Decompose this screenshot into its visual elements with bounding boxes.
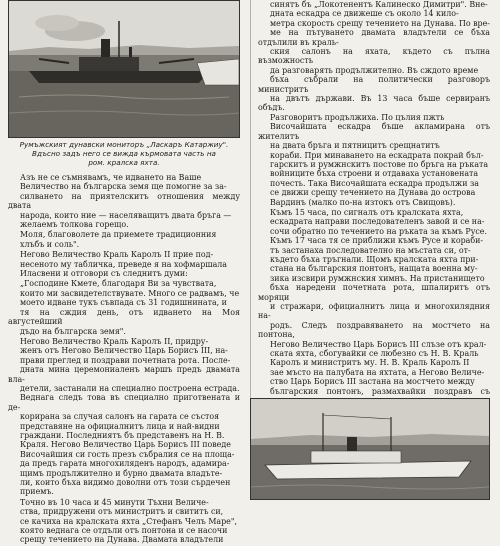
text-line: моето идване тукъ съвпада съ 31 годишнината, и (20, 298, 227, 308)
text-line: желаемъ толкова горещо. (20, 220, 129, 230)
text-line: тъ застанаха последователно на мъстата си, от- (270, 245, 471, 255)
text-line: стана на българския понтонъ, нащата военна му- (270, 264, 478, 274)
right-column (258, 0, 490, 444)
text-line: Негово Величество Царь Борисъ III слъзе отъ крал- (270, 339, 487, 349)
text-line: граждани. Последниятъ бъ представенъ на Н. В. (20, 430, 225, 440)
paragraph (8, 337, 240, 497)
text-line: Точно въ 10 часа и 45 минути Тъхни Величе- (20, 497, 209, 507)
text-line: срещу течението на Дунава. Двамата владътели (20, 535, 224, 545)
text-line: да разговарять продължително. Въ сждото време (270, 65, 479, 75)
paragraph (8, 498, 240, 545)
text-line: да предъ гарата многохиляденъ народъ, адамира- (20, 459, 230, 469)
left-column (8, 0, 240, 546)
text-line: женъ отъ Негово Величество Царь Борисъ III, на- (20, 346, 228, 356)
caption-line: Румъжският дунавски мониторъ „Ласкаръ Катаржиу". (19, 140, 229, 149)
text-line: Моля, благоволете да приемете традиционния (20, 230, 217, 240)
text-line: дната ескадра се движеше съ около 14 кило- (270, 9, 459, 19)
text-line: родъ. Следъ поздравяването на мостчето на понтона, (258, 320, 490, 340)
text-line: където бъха тръгнали. Щомъ кралската яхта при- (270, 254, 479, 264)
text-line: Височайшата ескадра бъше акламирана отъ жителитъ (258, 122, 490, 141)
text-line: Азъ не се съмнявамъ, че идването на Ваше (20, 173, 202, 182)
text-line: дната мина церемониаленъ маршъ предъ двамата вла- (8, 365, 240, 384)
text-line: Вардинъ (малко по-на изтокъ отъ Свищовъ). (270, 197, 456, 207)
text-line: Величество на българска земя ще помогне за за- (20, 182, 227, 192)
text-line: детели, застанали на специално построена естрада. (20, 383, 240, 393)
text-line: кораби. При минаването на ескадрата покрай бъл- (270, 150, 484, 160)
text-line: Иласвени и отговори съ следнитъ думи: (20, 269, 188, 279)
text-line: „Господине Кмете, благодаря Ви за чувствата, (20, 279, 217, 289)
text-line: народа, които ние — населяващитъ двата бръга — (20, 210, 232, 220)
text-line: приемъ. (20, 487, 54, 497)
caption-line: ром. кралска яхта. (88, 158, 160, 167)
text-line: и стражари, официалнитъ лица и многохилядния на- (258, 302, 490, 321)
caption-line: Вдъсно задъ него се вижда кърмовата часть на (32, 149, 216, 158)
text-line: ме на пътуването двамата владътели се бъха отдълили въ краль- (258, 28, 490, 47)
ship-illustration (9, 1, 239, 137)
text-line: която веднага се отдъли отъ понтона и се насочи (20, 526, 228, 536)
text-line: метра скорость срещу течението на Дунава. По вре- (270, 18, 490, 28)
paragraph (8, 230, 240, 249)
text-line: ли, които бъха видимо доволни отъ този сърдечен (20, 478, 231, 487)
text-line: корирана за случая салонъ на гарата се състоя (20, 412, 220, 422)
text-line: ства, придружени отъ министритъ и свититъ си, (20, 507, 224, 517)
text-line: на двата бръга и пятницитъ срещнатитъ (270, 141, 440, 151)
text-line: гарскитъ и румжнскитъ постове по бръга на ръката (270, 159, 489, 169)
text-line: почесть. Така Височайшата ескадра продължи за (270, 178, 479, 188)
text-line: българския понтонъ, размахвайки поздравъ съ (270, 386, 490, 396)
photo-monitor-ship (8, 0, 240, 138)
text-line: представяне на официалнитъ лица и най-видни (20, 421, 220, 431)
text-line: Височайшия си гость презъ събралия се на площа- (20, 449, 235, 459)
text-line: ескадрата направи последователенъ завой и се на- (270, 217, 485, 227)
text-line: тя на сждия день, отъ идването на Моя августейший (8, 307, 240, 327)
text-line: дъдо на българска земя". (20, 326, 126, 336)
text-line: щимъ продължително и бурно двамата владъте- (20, 468, 223, 478)
text-line: несеното му табличка, преведе я на хофмаршала (20, 259, 228, 269)
text-line: ство Царь Борисъ III застана на мостчето между (270, 377, 475, 387)
text-line: ската яхта, сбогувайки се любезно съ Н. В. Краль (270, 349, 479, 359)
text-line: хлъбъ и соль". (20, 239, 80, 249)
text-line: на двътъ държави. Въ 13 часа бъше сервиранъ объдъ. (258, 94, 490, 113)
text-line: Краля. Негово Величество Царь Борисъ III поведе (20, 440, 231, 450)
text-line: Къмъ 17 часа тя се приближи къмъ Русе и кораби- (270, 236, 484, 246)
text-line: прави преглед и поздрави почетната рота. После- (20, 355, 231, 365)
text-line: зика изсвири румжнския химнъ. На пристанището (270, 273, 485, 283)
text-line: зае мъсто на палубата на яхтата, а Негово Величе- (270, 367, 485, 377)
text-line: Къмъ 15 часа, по сигналъ отъ кралската яхта, (270, 207, 464, 217)
photo-royal-yacht (250, 398, 490, 500)
paragraph (8, 250, 240, 278)
text-line: ския салонъ на яхата, където съ пълна възможность (258, 47, 490, 66)
text-line: сочи обратно по течението на ръката за къмъ Русе. (270, 226, 487, 236)
text-line: Негово Величество Краль Каролъ II прие под- (20, 250, 214, 260)
text-line: бъха събрали на политически разговоръ министритъ (258, 75, 490, 94)
paragraph (8, 279, 240, 335)
text-line: Каролъ и министритъ му. Н. В. Краль Каролъ II (270, 358, 470, 368)
text-line: бъха наредени почетната рота, шпалиритъ отъ моряци (258, 283, 490, 302)
text-line: войниците бъха строени и отдаваха установената (270, 169, 479, 179)
text-line: се движи срещу течението на Дунава до острова (270, 188, 476, 198)
article-text-left (8, 173, 240, 545)
text-line: силването на приятелскитъ отношения между двата (8, 191, 240, 211)
text-line: синятъ бъ „Локотенентъ Калинеско Димитри". Вне- (270, 0, 488, 9)
paragraph (258, 0, 490, 207)
text-line: Разговоритъ продължиха. По цълия пжть (270, 112, 445, 122)
paragraph (8, 173, 240, 229)
article-text-right (258, 0, 490, 443)
text-line: които ми засвидетелствувате. Много се радвамъ, че (20, 288, 240, 298)
text-line: Негово Величество Краль Каролъ II, придру- (20, 336, 209, 346)
text-line: се качиха на кралската яхта „Стефанъ Челъ Маре", (20, 516, 237, 526)
text-line: Веднага следъ това въ специално приготвената и де- (8, 393, 240, 412)
photo-caption-top (12, 140, 236, 167)
yacht-illustration (251, 399, 489, 499)
